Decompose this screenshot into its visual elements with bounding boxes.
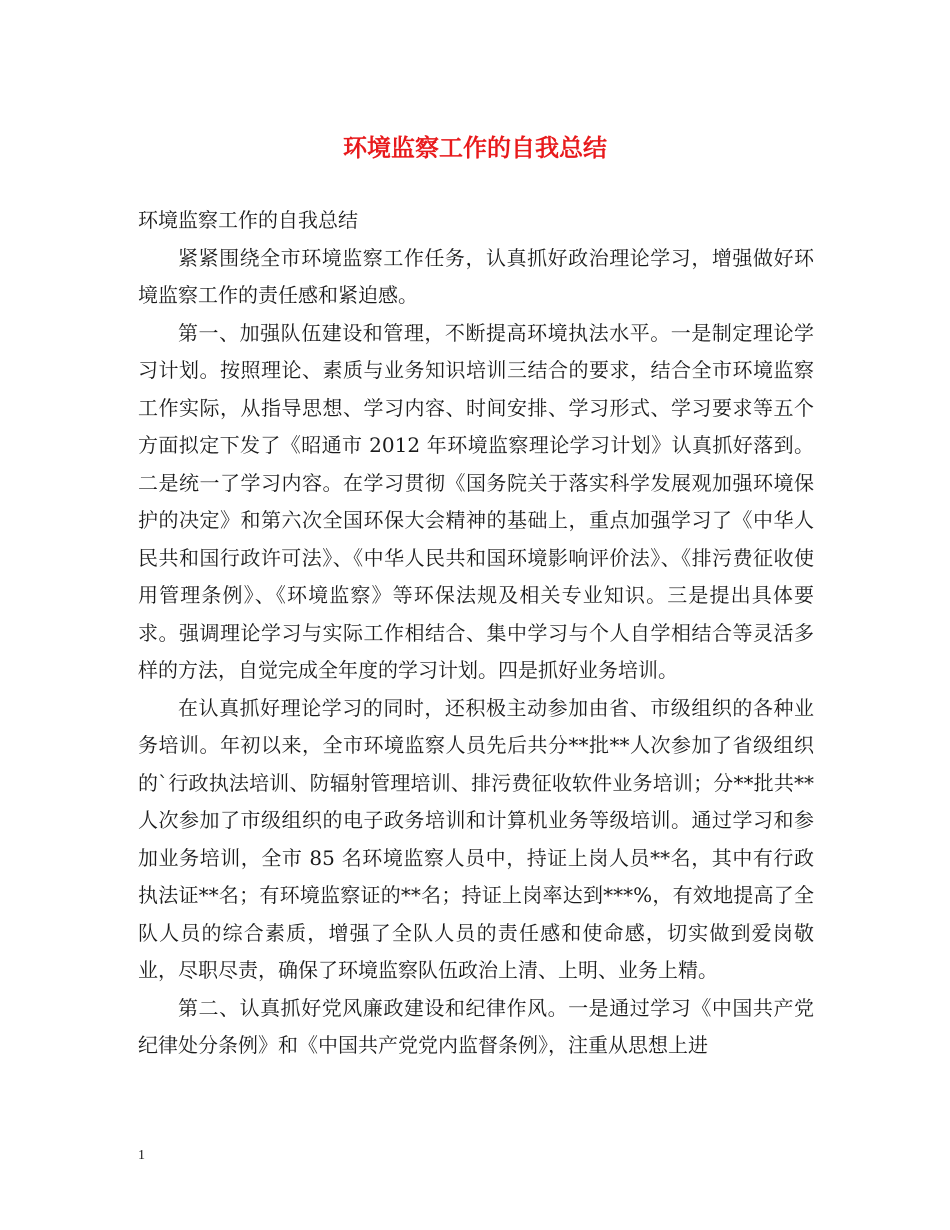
- document-body: [138, 202, 814, 1065]
- paragraph-1: 紧紧围绕全市环境监察工作任务，认真抓好政治理论学习，增强做好环境监察工作的责任感和紧迫感。: [138, 245, 814, 307]
- page-number: 1: [138, 1148, 145, 1163]
- paragraph-2: 第一、加强队伍建设和管理，不断提高环境执法水平。一是制定理论学习计划。按照理论、素质与业务知识培训三结合的要求，结合全市环境监察工作实际，从指导思想、学习内容、时间安排、学习形式、学习要求等五个方面拟定下发了《昭通市 2012 年环境监察理论学习计划》认真抓好落到。二是统一了学习内容。在学习贯彻《国务院关于落实科学发展观加强环境保护的决定》和第六次全国环保大会精神的基础上，重点加强学习了《中华人民共和国行政许可法》、《中华人民共和国环境影响评价法》、《排污费征收使用管理条例》、《环境监察》等环保法规及相关专业知识。三是提出具体要求。强调理论学习与实际工作相结合、集中学习与个人自学相结合等灵活多样的方法，自觉完成全年度的学习计划。四是抓好业务培训。: [138, 320, 814, 682]
- document-title: 环境监察工作的自我总结: [343, 133, 607, 162]
- paragraph-3: 在认真抓好理论学习的同时，还积极主动参加由省、市级组织的各种业务培训。年初以来，全市环境监察人员先后共分**批**人次参加了省级组织的`行政执法培训、防辐射管理培训、排污费征收软件业务培训；分**批共**人次参加了市级组织的电子政务培训和计算机业务等级培训。通过学习和参加业务培训，全市 85 名环境监察人员中，持证上岗人员**名，其中有行政执法证**名；有环境监察证的**名；持证上岗率达到***%，有效地提高了全队人员的综合素质，增强了全队人员的责任感和使命感，切实做到爱岗敬业，尽职尽责，确保了环境监察队伍政治上清、上明、业务上精。: [138, 695, 814, 982]
- document-subtitle: 环境监察工作的自我总结: [138, 208, 358, 232]
- paragraph-4: 第二、认真抓好党风廉政建设和纪律作风。一是通过学习《中国共产党纪律处分条例》和《中国共产党党内监督条例》，注重从思想上进: [138, 995, 814, 1057]
